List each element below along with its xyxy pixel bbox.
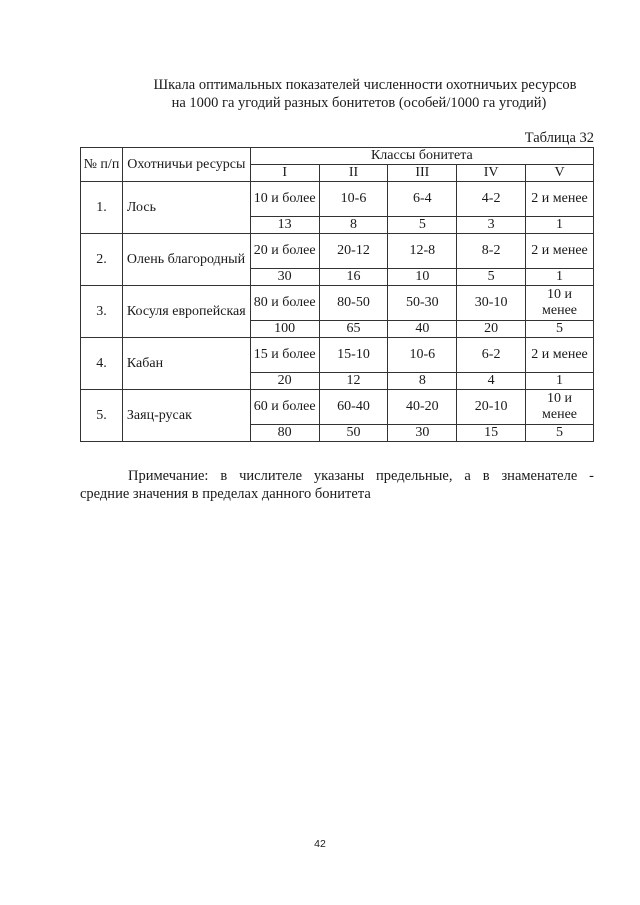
header-class-4: IV [457,165,526,182]
mean-value: 50 [319,425,388,442]
mean-value: 20 [457,321,526,338]
row-number: 1. [81,182,123,234]
mean-value: 100 [250,321,319,338]
limit-value: 2 и менее [526,234,594,269]
title-line-2: на 1000 га угодий разных бонитетов (особей/1000 га угодий) [171,95,547,111]
limit-value: 30-10 [457,286,526,321]
mean-value: 4 [457,373,526,390]
limit-value: 40-20 [388,390,457,425]
limit-value: 10 и более [250,182,319,217]
resource-name: Кабан [122,338,250,390]
header-resource: Охотничьи ресурсы [122,148,250,182]
bonitet-table [80,147,594,442]
limit-value: 10-6 [319,182,388,217]
limit-value: 80-50 [319,286,388,321]
limit-value: 20-10 [457,390,526,425]
table-caption: Таблица 32 [524,130,594,146]
limit-value: 8-2 [457,234,526,269]
mean-value: 65 [319,321,388,338]
header-class-2: II [319,165,388,182]
limit-value: 80 и более [250,286,319,321]
limit-value: 6-4 [388,182,457,217]
table-row [81,182,594,217]
mean-value: 3 [457,217,526,234]
mean-value: 1 [526,217,594,234]
header-class-1: I [250,165,319,182]
mean-value: 30 [250,269,319,286]
limit-value: 20 и более [250,234,319,269]
mean-value: 5 [457,269,526,286]
limit-value: 15-10 [319,338,388,373]
resource-name: Олень благородный [122,234,250,286]
mean-value: 40 [388,321,457,338]
header-class-3: III [388,165,457,182]
limit-value: 20-12 [319,234,388,269]
mean-value: 1 [526,269,594,286]
table-row [81,286,594,321]
limit-value: 6-2 [457,338,526,373]
resource-name: Косуля европейская [122,286,250,338]
row-number: 3. [81,286,123,338]
limit-value: 60-40 [319,390,388,425]
resource-name: Лось [122,182,250,234]
limit-value: 2 и менее [526,338,594,373]
mean-value: 30 [388,425,457,442]
mean-value: 12 [319,373,388,390]
mean-value: 80 [250,425,319,442]
mean-value: 5 [526,321,594,338]
table-row [81,390,594,425]
mean-value: 16 [319,269,388,286]
table-row [81,338,594,373]
row-number: 4. [81,338,123,390]
limit-value: 50-30 [388,286,457,321]
mean-value: 15 [457,425,526,442]
header-num: № п/п [81,148,123,182]
mean-value: 13 [250,217,319,234]
note-line-2: средние значения в пределах данного бонитета [80,486,371,502]
note [80,467,594,503]
mean-value: 5 [388,217,457,234]
mean-value: 5 [526,425,594,442]
header-classes-label: Классы бонитета [250,148,593,165]
limit-value: 60 и более [250,390,319,425]
row-number: 5. [81,390,123,442]
mean-value: 10 [388,269,457,286]
mean-value: 1 [526,373,594,390]
mean-value: 8 [388,373,457,390]
limit-value: 12-8 [388,234,457,269]
table-row [81,234,594,269]
mean-value: 20 [250,373,319,390]
title-line-1: Шкала оптимальных показателей численности охотничьих ресурсов [153,77,577,93]
document-title [0,76,640,112]
page-number: 42 [314,838,326,850]
limit-value: 10 и менее [526,286,594,321]
limit-value: 10 и менее [526,390,594,425]
mean-value: 8 [319,217,388,234]
resource-name: Заяц-русак [122,390,250,442]
limit-value: 10-6 [388,338,457,373]
header-class-5: V [526,165,594,182]
limit-value: 15 и более [250,338,319,373]
limit-value: 2 и менее [526,182,594,217]
limit-value: 4-2 [457,182,526,217]
note-line-1: Примечание: в числителе указаны предельные, а в знаменателе - [128,468,594,484]
row-number: 2. [81,234,123,286]
